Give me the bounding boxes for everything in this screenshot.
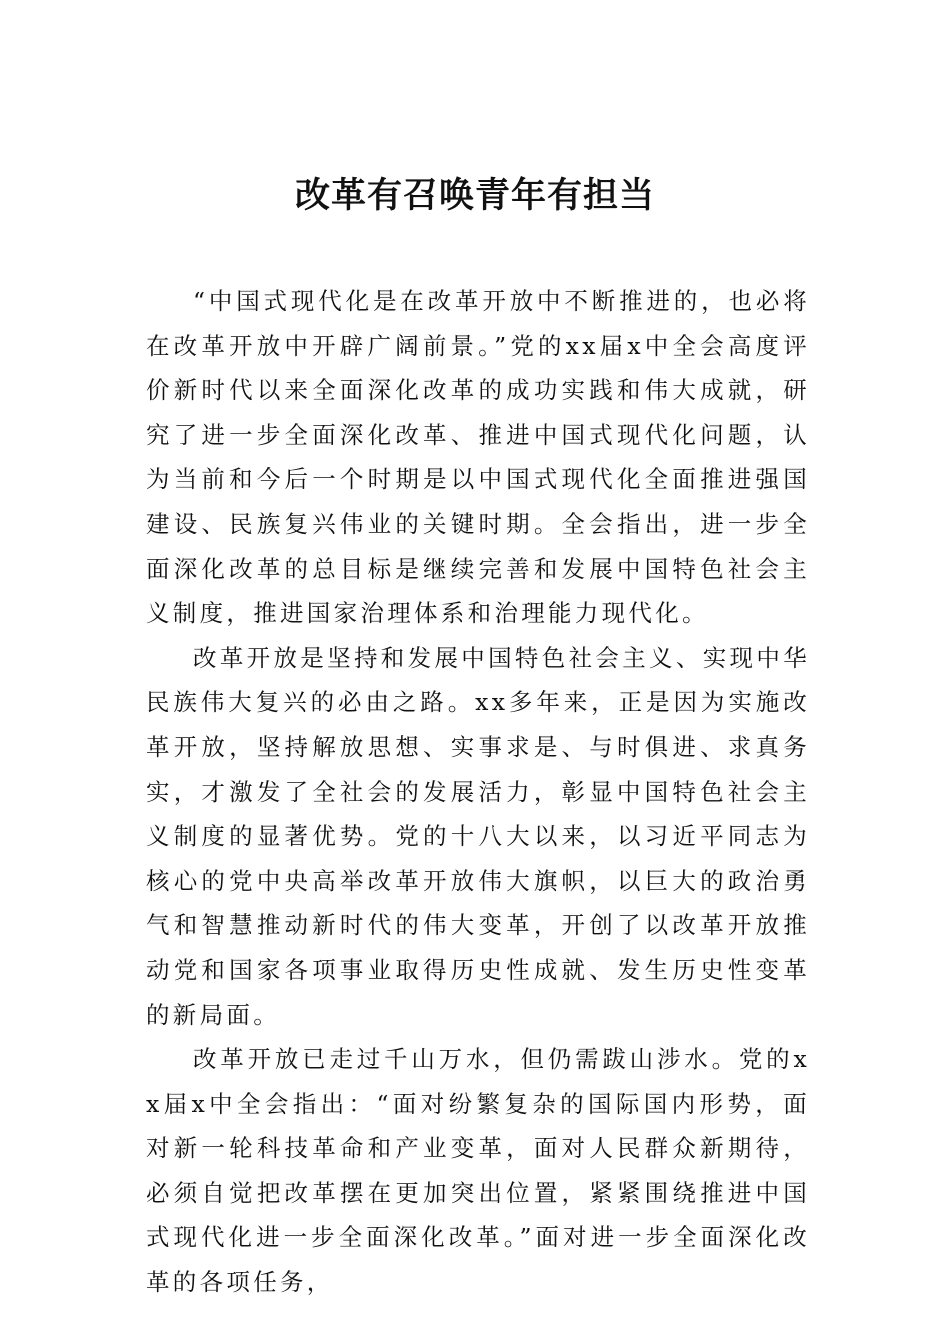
- document-body: [146, 279, 810, 1305]
- paragraph-2: 改革开放是坚持和发展中国特色社会主义、实现中华民族伟大复兴的必由之路。xx多年来，正是因为实施改革开放，坚持解放思想、实事求是、与时俱进、求真务实，才激发了全社会的发展活力，彰显中国特色社会主义制度的显著优势。党的十八大以来，以习近平同志为核心的党中央高举改革开放伟大旗帜，以巨大的政治勇气和智慧推动新时代的伟大变革，开创了以改革开放推动党和国家各项事业取得历史性成就、发生历史性变革的新局面。: [146, 643, 810, 1029]
- document-title: 改革有召唤青年有担当: [294, 175, 655, 216]
- paragraph-3: 改革开放已走过千山万水，但仍需跋山涉水。党的xx届x中全会指出：“面对纷繁复杂的国际国内形势，面对新一轮科技革命和产业变革，面对人民群众新期待，必须自觉把改革摆在更加突出位置，紧紧围绕推进中国式现代化进一步全面深化改革。”面对进一步全面深化改革的各项任务，: [146, 1045, 810, 1297]
- paragraph-1: “中国式现代化是在改革开放中不断推进的，也必将在改革开放中开辟广阔前景。”党的xx届x中全会高度评价新时代以来全面深化改革的成功实践和伟大成就，研究了进一步全面深化改革、推进中国式现代化问题，认为当前和今后一个时期是以中国式现代化全面推进强国建设、民族复兴伟业的关键时期。全会指出，进一步全面深化改革的总目标是继续完善和发展中国特色社会主义制度，推进国家治理体系和治理能力现代化。: [146, 287, 810, 628]
